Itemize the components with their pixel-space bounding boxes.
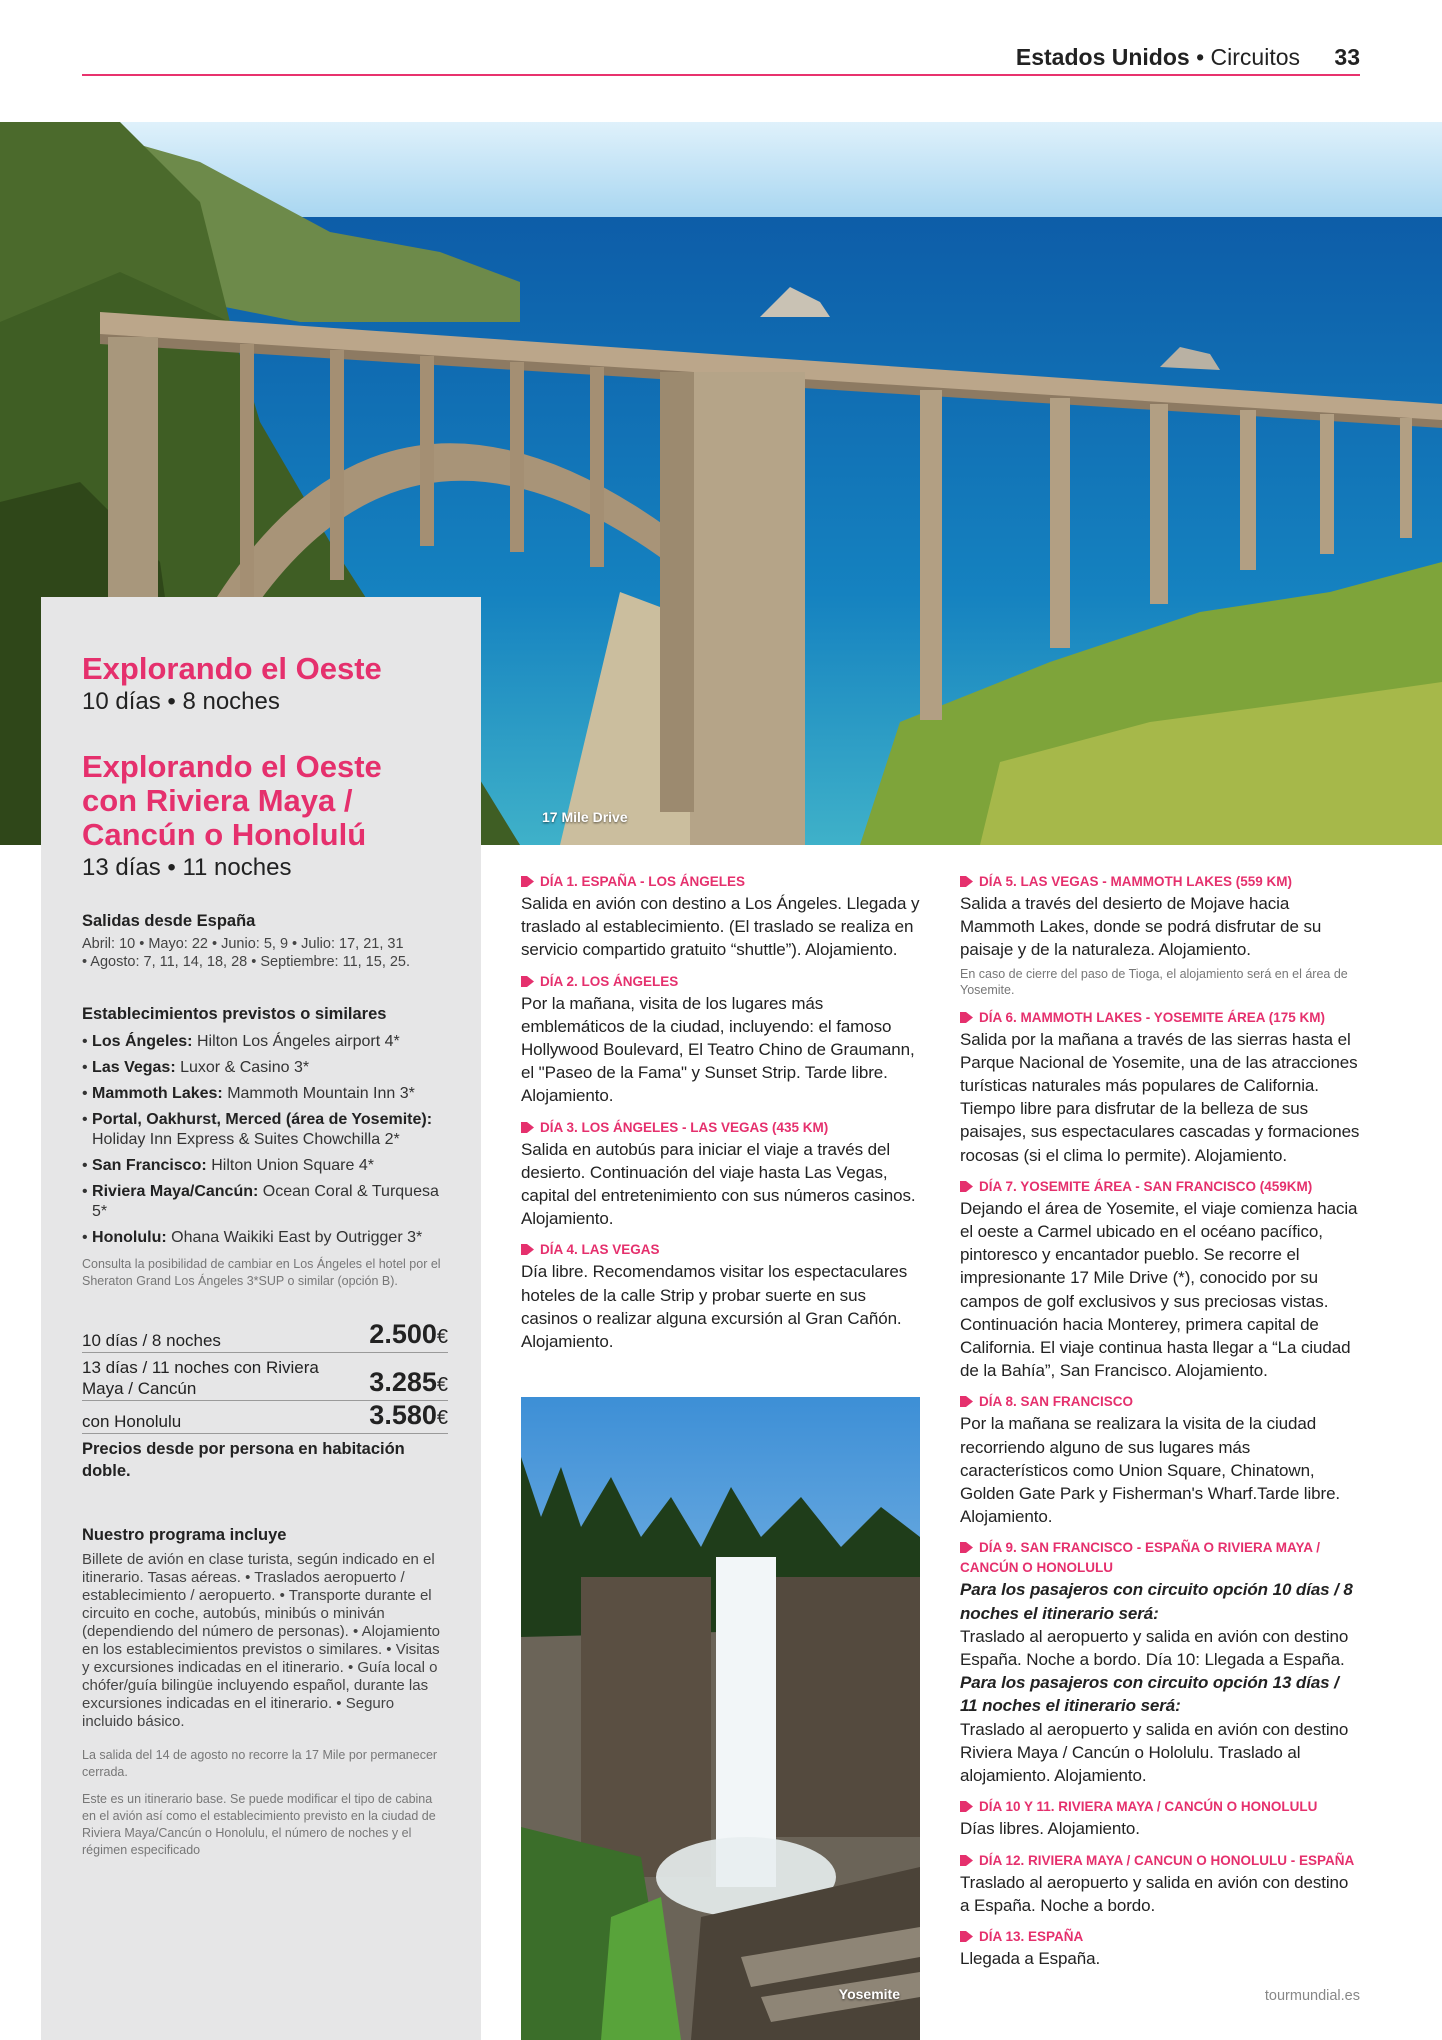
- footer-website: tourmundial.es: [1264, 1988, 1360, 2004]
- day-text: Traslado al aeropuerto y salida en avión con destino Riviera Maya / Cancún o Hololulu. Traslado al alojamiento. Alojamiento.: [960, 1719, 1349, 1786]
- tour2-title-line3: Cancún o Honolulú: [82, 817, 367, 852]
- day-heading: DÍA 13. ESPAÑA: [960, 1927, 1360, 1947]
- header-title: [1016, 44, 1360, 71]
- yosemite-photo: [521, 1397, 920, 2040]
- day-heading: DÍA 7. YOSEMITE ÁREA - SAN FRANCISCO (459KM): [960, 1177, 1360, 1197]
- arrow-icon: [960, 1181, 973, 1192]
- waterfall-illustration: [521, 1397, 920, 2040]
- day-heading: DÍA 1. ESPAÑA - LOS ÁNGELES: [521, 872, 921, 892]
- day-text: Días libres. Alojamiento.: [960, 1819, 1140, 1839]
- price-note: Precios desde por persona en habitación doble.: [82, 1440, 405, 1480]
- hero-caption: 17 Mile Drive: [542, 809, 628, 825]
- itinerary-column-1: [521, 872, 921, 1353]
- day-text: Día libre. Recomendamos visitar los espectaculares hoteles de la calle Strip y probar suerte en sus casinos o realizar alguna excursión al Gran Cañón. Alojamiento.: [521, 1262, 908, 1352]
- hotel-item: • Portal, Oakhurst, Merced (área de Yosemite): Holiday Inn Express & Suites Chowchilla 2*: [82, 1111, 433, 1148]
- tour2-title-line2: con Riviera Maya /: [82, 783, 353, 818]
- hotels-note: Consulta la posibilidad de cambiar en Los Ángeles el hotel por el Sheraton Grand Los Ángeles 3*SUP o similar (opción B).: [82, 1257, 441, 1288]
- sidebar-info-panel: [41, 597, 481, 2040]
- hotel-item: • Las Vegas: Luxor & Casino 3*: [82, 1059, 310, 1076]
- departures-line2: • Agosto: 7, 11, 14, 18, 28 • Septiembre: 11, 15, 25.: [82, 954, 411, 970]
- day-heading: DÍA 9. SAN FRANCISCO - ESPAÑA O RIVIERA MAYA / CANCÚN O HONOLULU: [960, 1540, 1321, 1576]
- itinerary-column-2: [960, 872, 1360, 1970]
- sidebar-content: [82, 652, 448, 1859]
- arrow-icon: [960, 1396, 973, 1407]
- day-text: Salida por la mañana a través de las sierras hasta el Parque Nacional de Yosemite, una de las atracciones turísticas naturales más populares de California. Tiempo libre para disfrutar de la belleza de sus paisajes, sus espectaculares cascadas y formaciones rocosas (si el clima lo permite). Alojamiento.: [960, 1029, 1360, 1165]
- arrow-icon: [960, 1542, 973, 1553]
- includes-text: Billete de avión en clase turista, según indicado en el itinerario. Tasas aéreas. • Traslados aeropuerto / establecimiento / aeropuerto. • Transporte durante el circuito en coche, autobús, minibús o miniván (dependiendo del número de personas). • Alojamiento en los establecimientos previstos o similares. • Visitas y excursiones indicadas en el itinerario. • Guía local o chófer/guía bilingüe incluyendo español, durante las excursiones indicadas en el itinerario. • Seguro incluido básico.: [82, 1551, 440, 1730]
- day-option-label: Para los pasajeros con circuito opción 13 días / 11 noches el itinerario será:: [960, 1673, 1339, 1716]
- arrow-icon: [521, 876, 534, 887]
- includes-heading: Nuestro programa incluye: [82, 1526, 287, 1544]
- day-heading: DÍA 10 Y 11. RIVIERA MAYA / CANCÚN O HONOLULU: [960, 1797, 1360, 1817]
- day-text: Salida a través del desierto de Mojave hacia Mammoth Lakes, donde se podrá disfrutar de su paisaje y de la naturaleza. Alojamiento.: [960, 894, 1322, 960]
- departures-heading: Salidas desde España: [82, 912, 256, 930]
- day-note: En caso de cierre del paso de Tioga, el alojamiento será en el área de Yosemite.: [960, 966, 1348, 997]
- arrow-icon: [960, 1801, 973, 1812]
- includes-note2: Este es un itinerario base. Se puede modificar el tipo de cabina en el avión así como el establecimiento previsto en la ciudad de Riviera Maya/Cancún o Honolulu, el número de noches y el régimen especificado: [82, 1792, 436, 1857]
- hotel-item: • Los Ángeles: Hilton Los Ángeles airport 4*: [82, 1033, 400, 1050]
- arrow-icon: [521, 976, 534, 987]
- hotel-item: • Honolulu: Ohana Waikiki East by Outrigger 3*: [82, 1229, 423, 1246]
- hotels-list: [82, 1032, 448, 1248]
- page-header: [82, 44, 1360, 76]
- day-text: Llegada a España.: [960, 1948, 1101, 1968]
- day-text: Salida en avión con destino a Los Ángeles. Llegada y traslado al establecimiento. (El traslado se realiza en servicio compartido gratuito “shuttle”). Alojamiento.: [521, 894, 920, 960]
- day-heading: DÍA 5. LAS VEGAS - MAMMOTH LAKES (559 KM): [960, 872, 1360, 892]
- includes-note1: La salida del 14 de agosto no recorre la 17 Mile por permanecer cerrada.: [82, 1748, 438, 1779]
- day-heading: DÍA 6. MAMMOTH LAKES - YOSEMITE ÁREA (175 KM): [960, 1008, 1360, 1028]
- tour2-duration: 13 días • 11 noches: [82, 854, 292, 881]
- header-country: Estados Unidos: [1015, 44, 1190, 70]
- day-text: Por la mañana, visita de los lugares más emblemáticos de la ciudad, incluyendo: el famoso Hollywood Boulevard, El Teatro Chino de Graumann, el "Paseo de la Fama" y Sunset Strip. Tarde libre. Alojamiento.: [521, 993, 915, 1106]
- price-row: 13 días / 11 noches con Riviera Maya / Cancún 3.285€: [82, 1357, 448, 1401]
- arrow-icon: [960, 1931, 973, 1942]
- arrow-icon: [960, 876, 973, 887]
- price-row: 10 días / 8 noches 2.500€: [82, 1320, 448, 1353]
- hotels-heading: Establecimientos previstos o similares: [82, 1005, 387, 1023]
- day-heading: DÍA 3. LOS ÁNGELES - LAS VEGAS (435 KM): [521, 1118, 921, 1138]
- day-text: Traslado al aeropuerto y salida en avión con destino España. Noche a bordo. Día 10: Llegada a España.: [960, 1626, 1349, 1670]
- tour1-duration: 10 días • 8 noches: [82, 688, 280, 715]
- day-text: Traslado al aeropuerto y salida en avión con destino a España. Noche a bordo.: [960, 1872, 1349, 1915]
- hotel-item: • San Francisco: Hilton Union Square 4*: [82, 1157, 374, 1174]
- tour2-title: [82, 750, 448, 852]
- day-text: Dejando el área de Yosemite, el viaje comienza hacia el oeste a Carmel ubicado en el océano pacífico, pintoresco y encantador pueblo. Se recorre el impresionante 17 Mile Drive (*), conocido por su campos de golf exclusivos y sus preciosas vistas. Continuación hacia Monterey, primera capital de California. El viaje continua hasta llegar a “La ciudad de la Bahía”, San Francisco. Alojamiento.: [960, 1198, 1358, 1381]
- day-heading: DÍA 12. RIVIERA MAYA / CANCUN O HONOLULU - ESPAÑA: [960, 1851, 1360, 1871]
- hotel-item: • Riviera Maya/Cancún: Ocean Coral & Turquesa 5*: [82, 1183, 439, 1220]
- tour2-title-line1: Explorando el Oeste: [82, 749, 382, 784]
- price-table: [82, 1320, 448, 1482]
- day-option-label: Para los pasajeros con circuito opción 10 días / 8 noches el itinerario será:: [960, 1580, 1353, 1623]
- day-text: Por la mañana se realizara la visita de la ciudad recorriendo alguno de sus lugares más característicos como Union Square, Chinatown, Golden Gate Park y Fisherman's Wharf.Tarde libre. Alojamiento.: [960, 1414, 1341, 1527]
- tour1-title: Explorando el Oeste: [82, 651, 382, 686]
- header-section: Circuitos: [1210, 44, 1301, 70]
- arrow-icon: [960, 1012, 973, 1023]
- day-heading: DÍA 2. LOS ÁNGELES: [521, 972, 921, 992]
- departures-line1: Abril: 10 • Mayo: 22 • Junio: 5, 9 • Julio: 17, 21, 31: [82, 936, 404, 952]
- price-row: con Honolulu 3.580€: [82, 1401, 448, 1434]
- photo2-caption: Yosemite: [838, 1986, 900, 2002]
- header-bullet: •: [1196, 44, 1205, 70]
- hotel-item: • Mammoth Lakes: Mammoth Mountain Inn 3*: [82, 1085, 415, 1102]
- day-heading: DÍA 4. LAS VEGAS: [521, 1240, 921, 1260]
- day-heading: DÍA 8. SAN FRANCISCO: [960, 1392, 1360, 1412]
- page-number: 33: [1334, 44, 1360, 70]
- day-text: Salida en autobús para iniciar el viaje a través del desierto. Continuación del viaje hasta Las Vegas, capital del entretenimiento con sus números casinos. Alojamiento.: [521, 1139, 916, 1229]
- arrow-icon: [960, 1855, 973, 1866]
- arrow-icon: [521, 1122, 534, 1133]
- arrow-icon: [521, 1244, 534, 1255]
